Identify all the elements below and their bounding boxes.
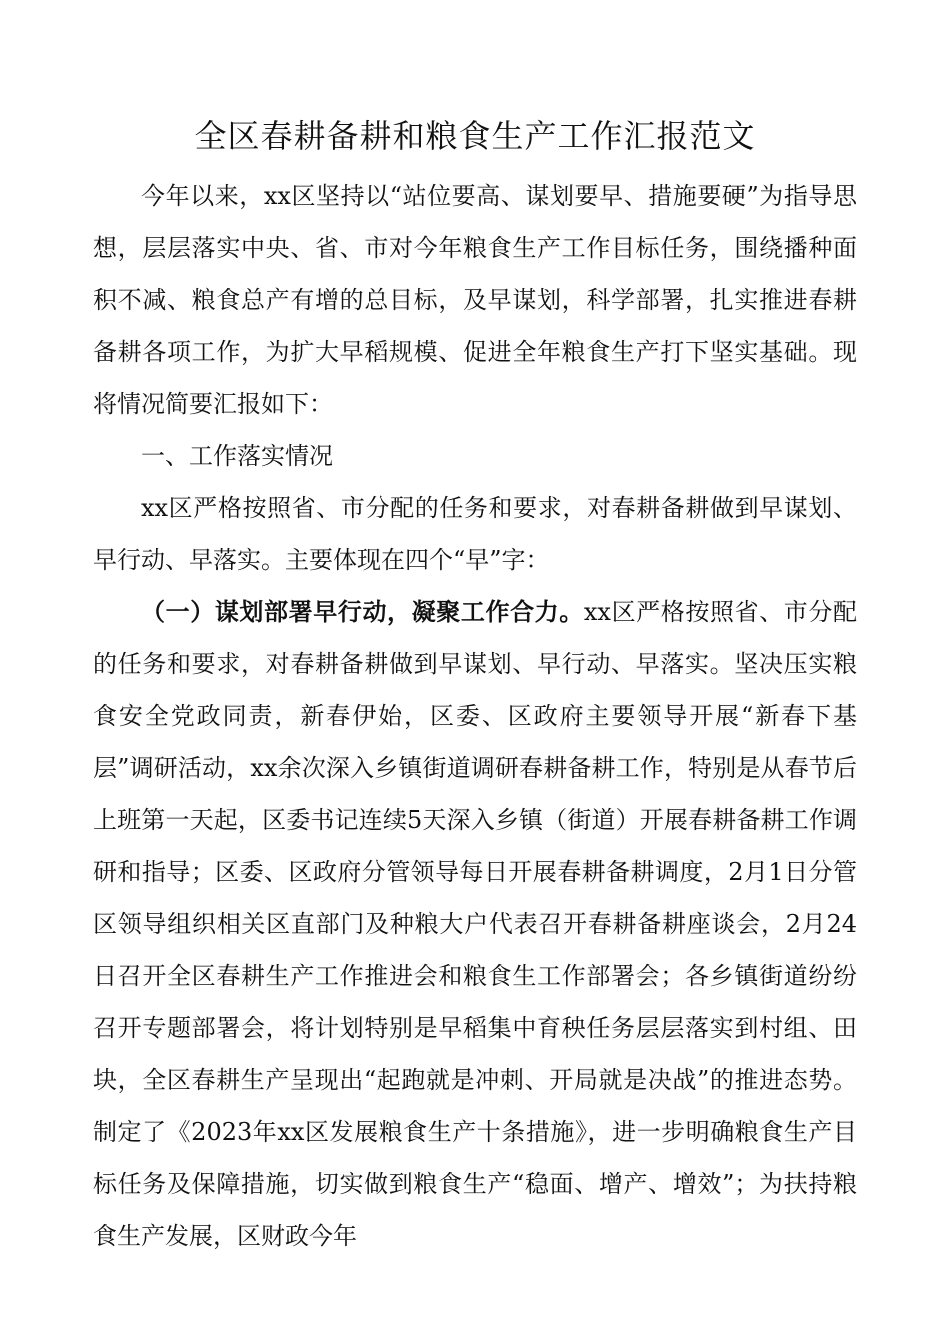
document-title: 全区春耕备耕和粮食生产工作汇报范文 — [194, 117, 756, 155]
section-intro-paragraph: xx区严格按照省、市分配的任务和要求，对春耕备耕做到早谋划、早行动、早落实。主要体现在四个“早”字： — [93, 494, 857, 574]
item-paragraph — [93, 586, 857, 1262]
item-lead: （一）谋划部署早行动，凝聚工作合力。 — [141, 598, 584, 626]
document-page — [93, 110, 857, 1262]
item-body: xx区严格按照省、市分配的任务和要求，对春耕备耕做到早谋划、早行动、早落实。坚决压实粮食安全党政同责，新春伊始，区委、区政府主要领导开展“新春下基层”调研活动，xx余次深入乡镇街道调研春耕备耕工作，特别是从春节后上班第一天起，区委书记连续5天深入乡镇（街道）开展春耕备耕工作调研和指导；区委、区政府分管领导每日开展春耕备耕调度，2月1日分管区领导组织相关区直部门及种粮大户代表召开春耕备耕座谈会，2月24日召开全区春耕生产工作推进会和粮食生工作部署会；各乡镇街道纷纷召开专题部署会，将计划特别是早稻集中育秧任务层层落实到村组、田块，全区春耕生产呈现出“起跑就是冲刺、开局就是决战”的推进态势。制定了《2023年xx区发展粮食生产十条措施》，进一步明确粮食生产目标任务及保障措施，切实做到粮食生产“稳面、增产、增效”；为扶持粮食生产发展，区财政今年 — [93, 598, 858, 1250]
section-heading: 一、工作落实情况 — [141, 442, 333, 470]
intro-paragraph: 今年以来，xx区坚持以“站位要高、谋划要早、措施要硬”为指导思想，层层落实中央、省、市对今年粮食生产工作目标任务，围绕播种面积不减、粮食总产有增的总目标，及早谋划，科学部署，扎实推进春耕备耕各项工作，为扩大早稻规模、促进全年粮食生产打下坚实基础。现将情况简要汇报如下： — [93, 182, 857, 418]
